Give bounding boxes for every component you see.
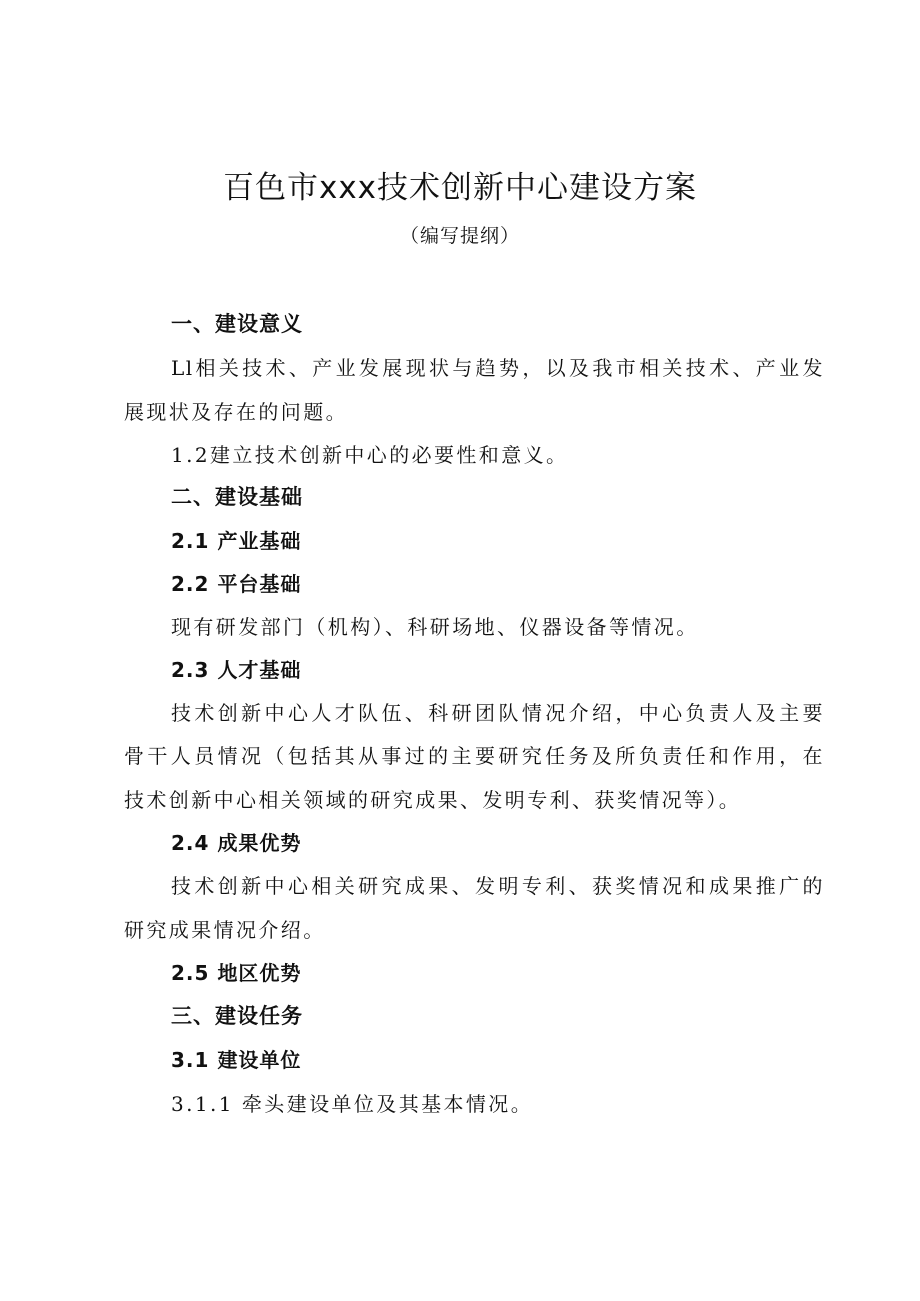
subsection-title: 产业基础	[217, 529, 302, 553]
subsection-2-3	[171, 655, 301, 685]
subsection-title: 平台基础	[217, 572, 302, 596]
paragraph-2-2: 现有研发部门（机构）、科研场地、仪器设备等情况。	[171, 615, 699, 639]
subsection-title: 建设单位	[217, 1048, 302, 1072]
paragraph-2-3-line-1: 技术创新中心人才队伍、科研团队情况介绍，中心负责人及主要	[171, 701, 824, 725]
subsection-title: 成果优势	[217, 831, 302, 855]
subsection-number: 2.2	[171, 572, 210, 596]
item-3-1-1	[171, 1089, 533, 1119]
paragraph-2-3-line-2: 骨干人员情况（包括其从事过的主要研究任务及所负责任和作用，在	[124, 744, 824, 768]
subsection-number: 2.3	[171, 658, 210, 682]
subsection-2-1	[171, 526, 301, 556]
subsection-2-4	[171, 828, 301, 858]
subsection-3-1	[171, 1045, 301, 1075]
subsection-2-5	[171, 958, 301, 988]
document-title: 百色市xxx技术创新中心建设方案	[222, 170, 698, 206]
paragraph-1-1-line-1: Ll相关技术、产业发展现状与趋势，以及我市相关技术、产业发	[171, 356, 824, 380]
paragraph-2-3-line-3: 技术创新中心相关领域的研究成果、发明专利、获奖情况等）。	[124, 788, 742, 812]
document-subtitle: （编写提纲）	[399, 225, 520, 247]
subsection-number: 3.1	[171, 1048, 210, 1072]
subsection-number: 2.4	[171, 831, 210, 855]
paragraph-1-2: 1.2建立技术创新中心的必要性和意义。	[171, 443, 569, 467]
paragraph-1-1-line-2: 展现状及存在的问题。	[124, 400, 348, 424]
section-heading-2: 二、建设基础	[171, 485, 303, 509]
subsection-number: 2.1	[171, 529, 210, 553]
subsection-number: 2.5	[171, 961, 210, 985]
subsection-title: 人才基础	[217, 658, 302, 682]
subsection-title: 地区优势	[217, 961, 302, 985]
item-number: 3.1.1	[171, 1092, 234, 1116]
paragraph-2-4-line-1: 技术创新中心相关研究成果、发明专利、获奖情况和成果推广的	[171, 874, 824, 898]
section-heading-1: 一、建设意义	[171, 312, 303, 336]
subsection-2-2	[171, 569, 301, 599]
paragraph-2-4-line-2: 研究成果情况介绍。	[124, 918, 326, 942]
section-heading-3: 三、建设任务	[171, 1004, 303, 1028]
item-text: 牵头建设单位及其基本情况。	[241, 1092, 534, 1116]
